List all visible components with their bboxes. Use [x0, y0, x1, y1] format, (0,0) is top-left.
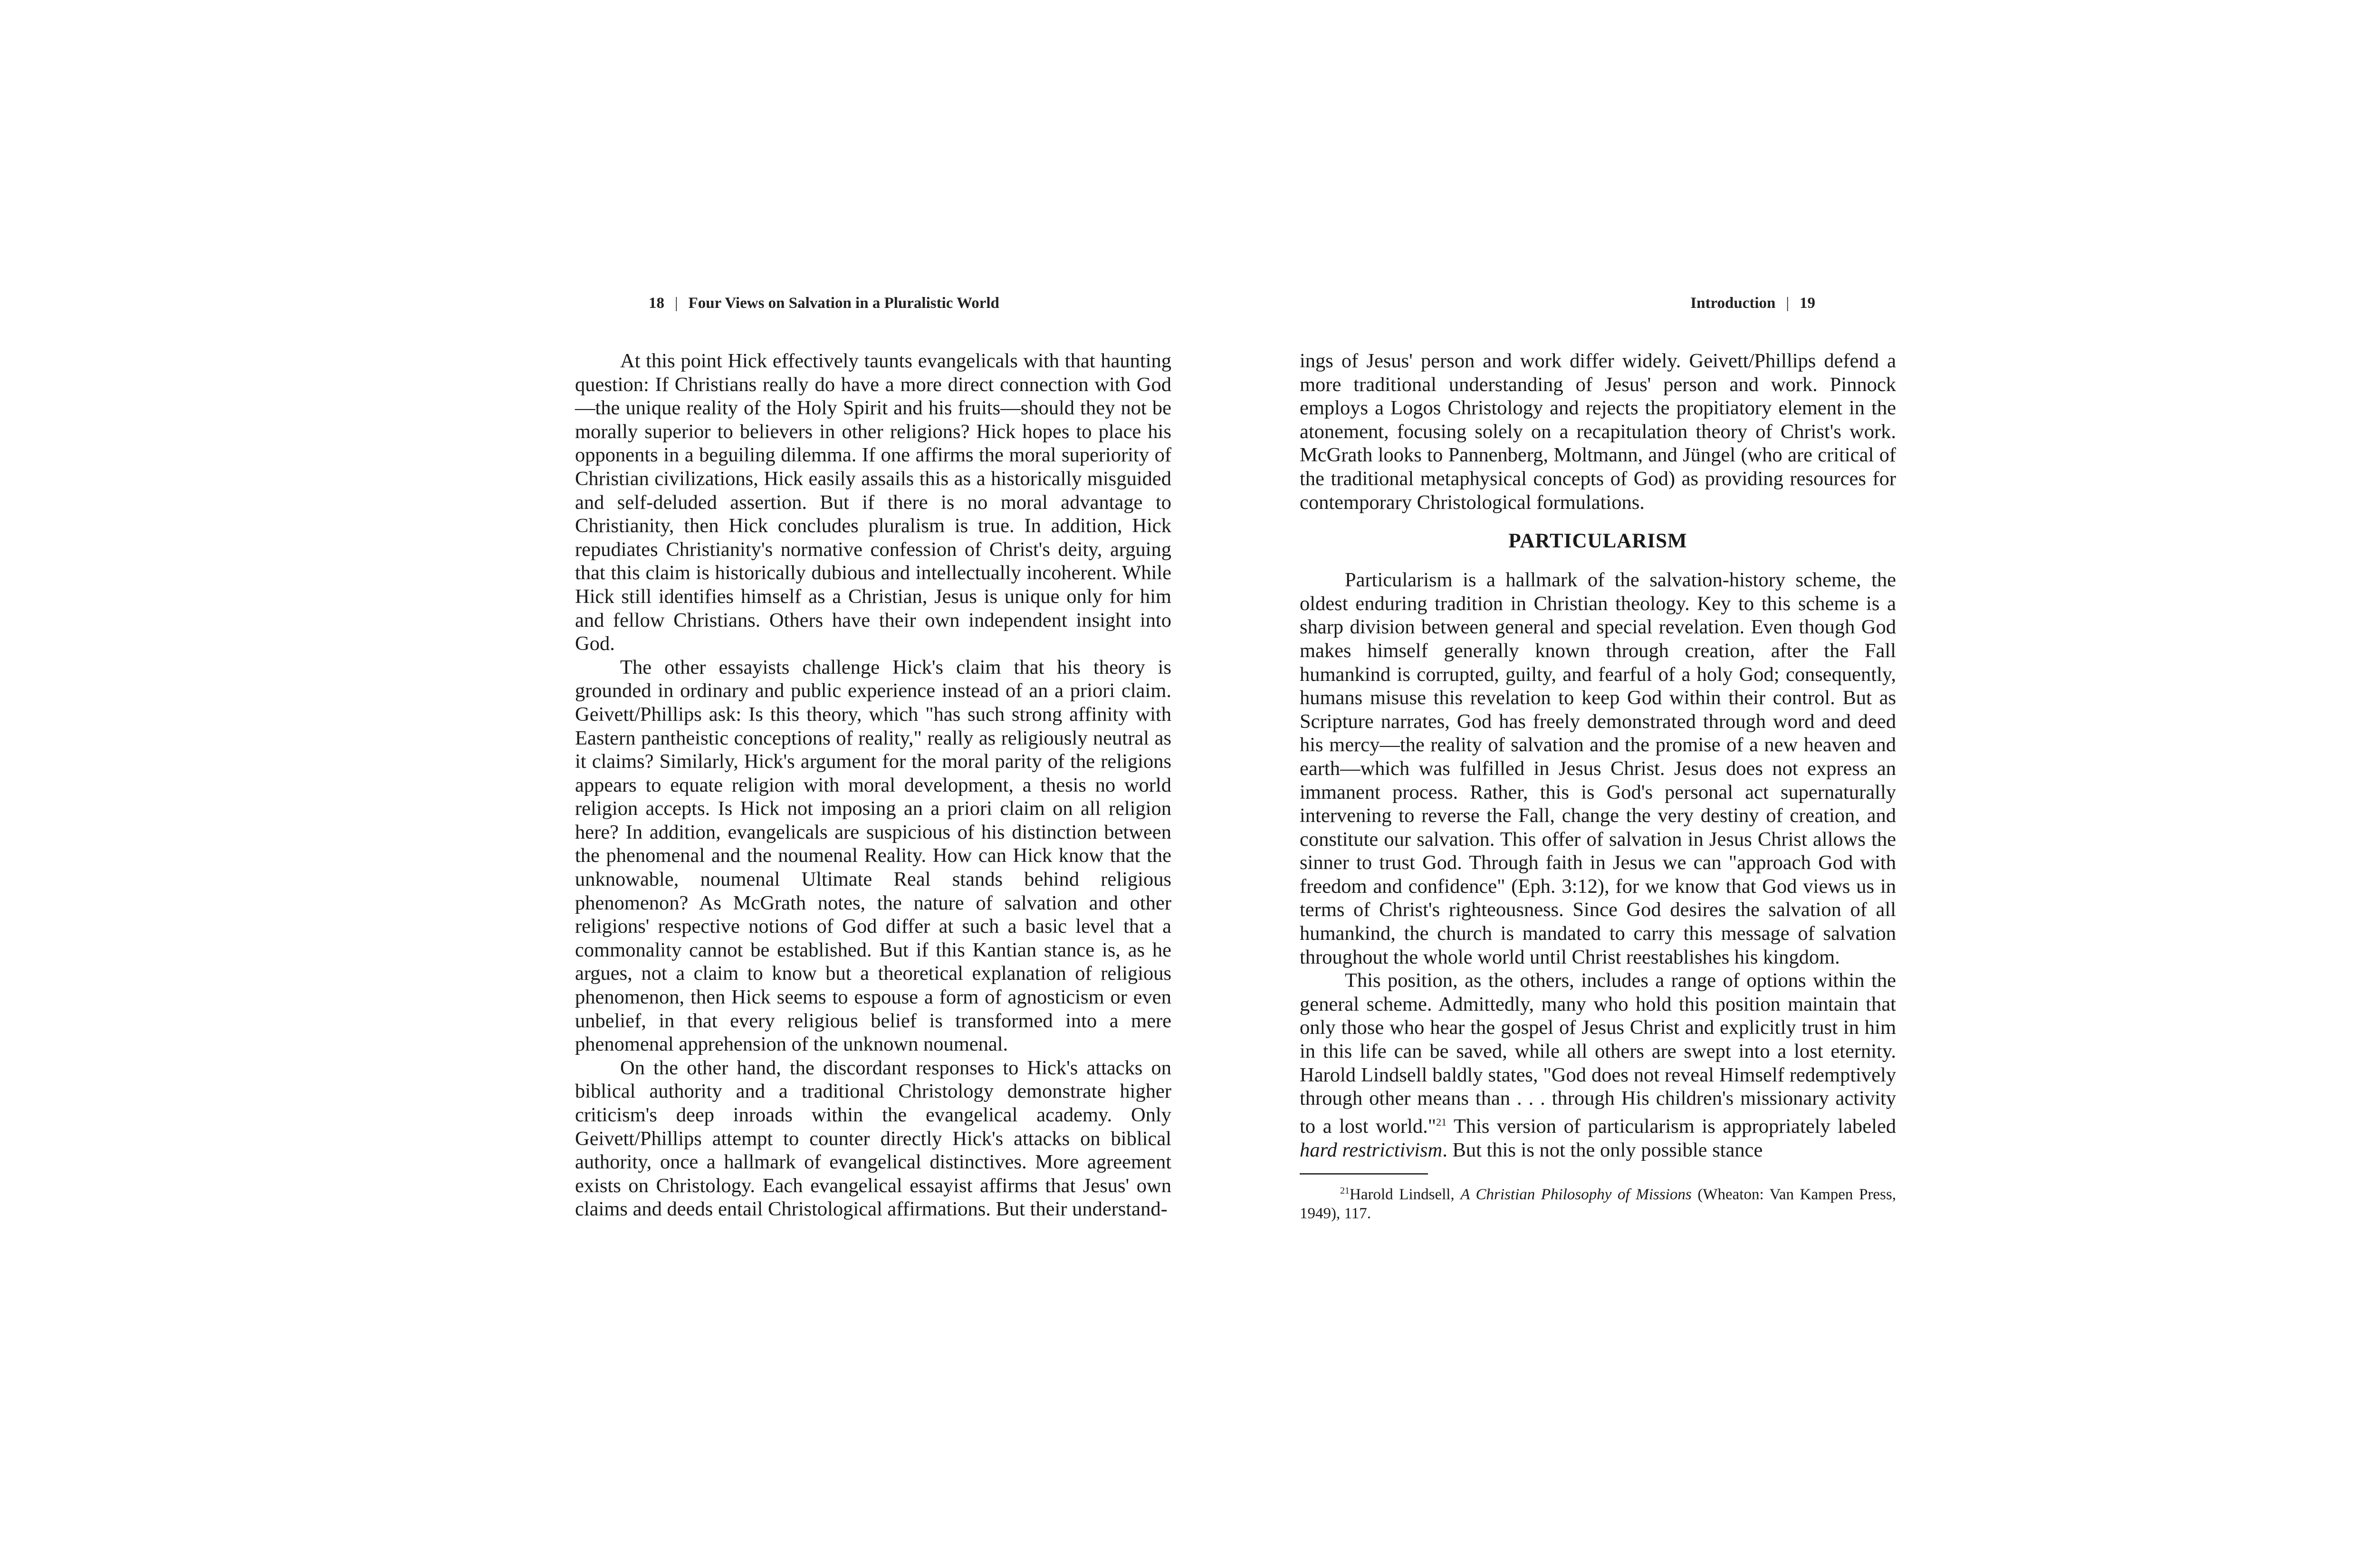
- paragraph-text: This version of particularism is appropriately labeled: [1447, 1115, 1897, 1138]
- paragraph-text: . But this is not the only possible stance: [1442, 1138, 1763, 1161]
- footnote-publication: (Wheaton: Van Kampen Press, 1949), 117.: [1300, 1186, 1896, 1223]
- header-separator: |: [1786, 295, 1789, 312]
- right-page-number: 19: [1800, 295, 1815, 312]
- right-page: [1300, 295, 1896, 1223]
- section-title: Introduction: [1690, 295, 1776, 312]
- paragraph: On the other hand, the discordant responses to Hick's attacks on biblical authority and a traditional Christology demonstrate higher criticism's deep inroads within the evangelical academy. Only Geivett/Phillips attempt to counter directly Hick's attacks on biblical authority, once a hallmark of evangelical distinctives. More agreement exists on Christology. Each evangelical essayist affirms that Jesus' own claims and deeds entail Christological affirmations. But their understand-: [575, 1056, 1171, 1221]
- footnote-author: Harold Lindsell,: [1350, 1186, 1461, 1204]
- left-page: [575, 295, 1171, 1221]
- paragraph: The other essayists challenge Hick's claim that his theory is grounded in ordinary and public experience instead of an a priori claim. Geivett/Phillips ask: Is this theory, which "has such strong affinity with Eastern pantheistic conceptions of reality," really as religiously neutral as it claims? Similarly, Hick's argument for the moral parity of the religions appears to equate religion with moral development, a thesis no world religion accepts. Is Hick not imposing an a priori claim on all religion here? In addition, evangelicals are suspicious of his distinction between the phenomenal and the noumenal Reality. How can Hick know that the unknowable, noumenal Ultimate Real stands behind religious phenomenon? As McGrath notes, the nature of salvation and other religions' respective notions of God differ at such a basic level that a commonality cannot be established. But if this Kantian stance is, as he argues, not a claim to know but a theoretical explanation of religious phenomenon, then Hick seems to espouse a form of agnosticism or even unbelief, in that every religious belief is transformed into a mere phenomenal apprehension of the unknown noumenal.: [575, 656, 1171, 1056]
- left-running-head: [575, 295, 1171, 323]
- emphasis-term: hard restrictivism: [1300, 1138, 1443, 1161]
- section-heading: PARTICULARISM: [1508, 530, 1687, 553]
- header-separator: |: [675, 295, 678, 312]
- book-title: Four Views on Salvation in a Pluralistic World: [688, 295, 999, 312]
- continuation-paragraph: ings of Jesus' person and work differ widely. Geivett/Phillips defend a more traditional understanding of Jesus' person and work. Pinnock employs a Logos Christology and rejects the propitiatory element in the atonement, focusing solely on a recapitulation theory of Christ's work. McGrath looks to Pannenberg, Moltmann, and Jüngel (who are critical of the traditional metaphysical concepts of God) as providing resources for contemporary Christological formulations.: [1300, 350, 1896, 514]
- paragraph-text: This position, as the others, includes a range of options within the general scheme. Admittedly, many who hold this position maintain that only those who hear the gospel of Jesus Christ and explicitly trust in him in this life can be saved, while all others are swept into a lost eternity. Harold Lindsell baldly states, "God does not reveal Himself redemptively through other means than . . . through His children's missionary activity to a lost world.": [1300, 969, 1896, 1138]
- right-running-head: [1300, 295, 1896, 323]
- footnote: [1300, 1181, 1896, 1223]
- paragraph: [1300, 969, 1896, 1162]
- left-page-number: 18: [649, 295, 664, 312]
- paragraph: Particularism is a hallmark of the salvation-history scheme, the oldest enduring tradition in Christian theology. Key to this scheme is a sharp division between general and special revelation. Even though God makes himself generally known through creation, after the Fall humankind is corrupted, guilty, and fearful of a holy God; consequently, humans misuse this revelation to keep God within their control. But as Scripture narrates, God has freely demonstrated through word and deed his mercy—the reality of salvation and the promise of a new heaven and earth—which was fulfilled in Jesus Christ. Jesus does not express an immanent process. Rather, this is God's personal act supernaturally intervening to reverse the Fall, change the very destiny of creation, and constitute our salvation. This offer of salvation in Jesus Christ allows the sinner to trust God. Through faith in Jesus we can "approach God with freedom and confidence" (Eph. 3:12), for we know that God views us in terms of Christ's righteousness. Since God desires the salvation of all humankind, the church is mandated to carry this message of salvation throughout the whole world until Christ reestablishes his kingdom.: [1300, 569, 1896, 968]
- right-body: [1300, 349, 1896, 1223]
- footnote-book-title: A Christian Philosophy of Missions: [1460, 1186, 1692, 1204]
- footnote-marker: 21: [1340, 1186, 1350, 1196]
- left-body: [575, 349, 1171, 1221]
- footnote-reference[interactable]: 21: [1436, 1116, 1447, 1128]
- paragraph: At this point Hick effectively taunts evangelicals with that haunting question: If Christians really do have a more direct connection with God—the unique reality of the Holy Spirit and his fruits—should they not be morally superior to believers in other religions? Hick hopes to place his opponents in a beguiling dilemma. If one affirms the moral superiority of Christian civilizations, Hick easily assails this as a historically misguided and self-deluded assertion. But if there is no moral advantage to Christianity, then Hick concludes pluralism is true. In addition, Hick repudiates Christianity's normative confession of Christ's deity, arguing that this claim is historically dubious and intellectually incoherent. While Hick still identifies himself as a Christian, Jesus is unique only for him and fellow Christians. Others have their own independent insight into God.: [575, 350, 1171, 655]
- footnote-divider: [1300, 1173, 1428, 1175]
